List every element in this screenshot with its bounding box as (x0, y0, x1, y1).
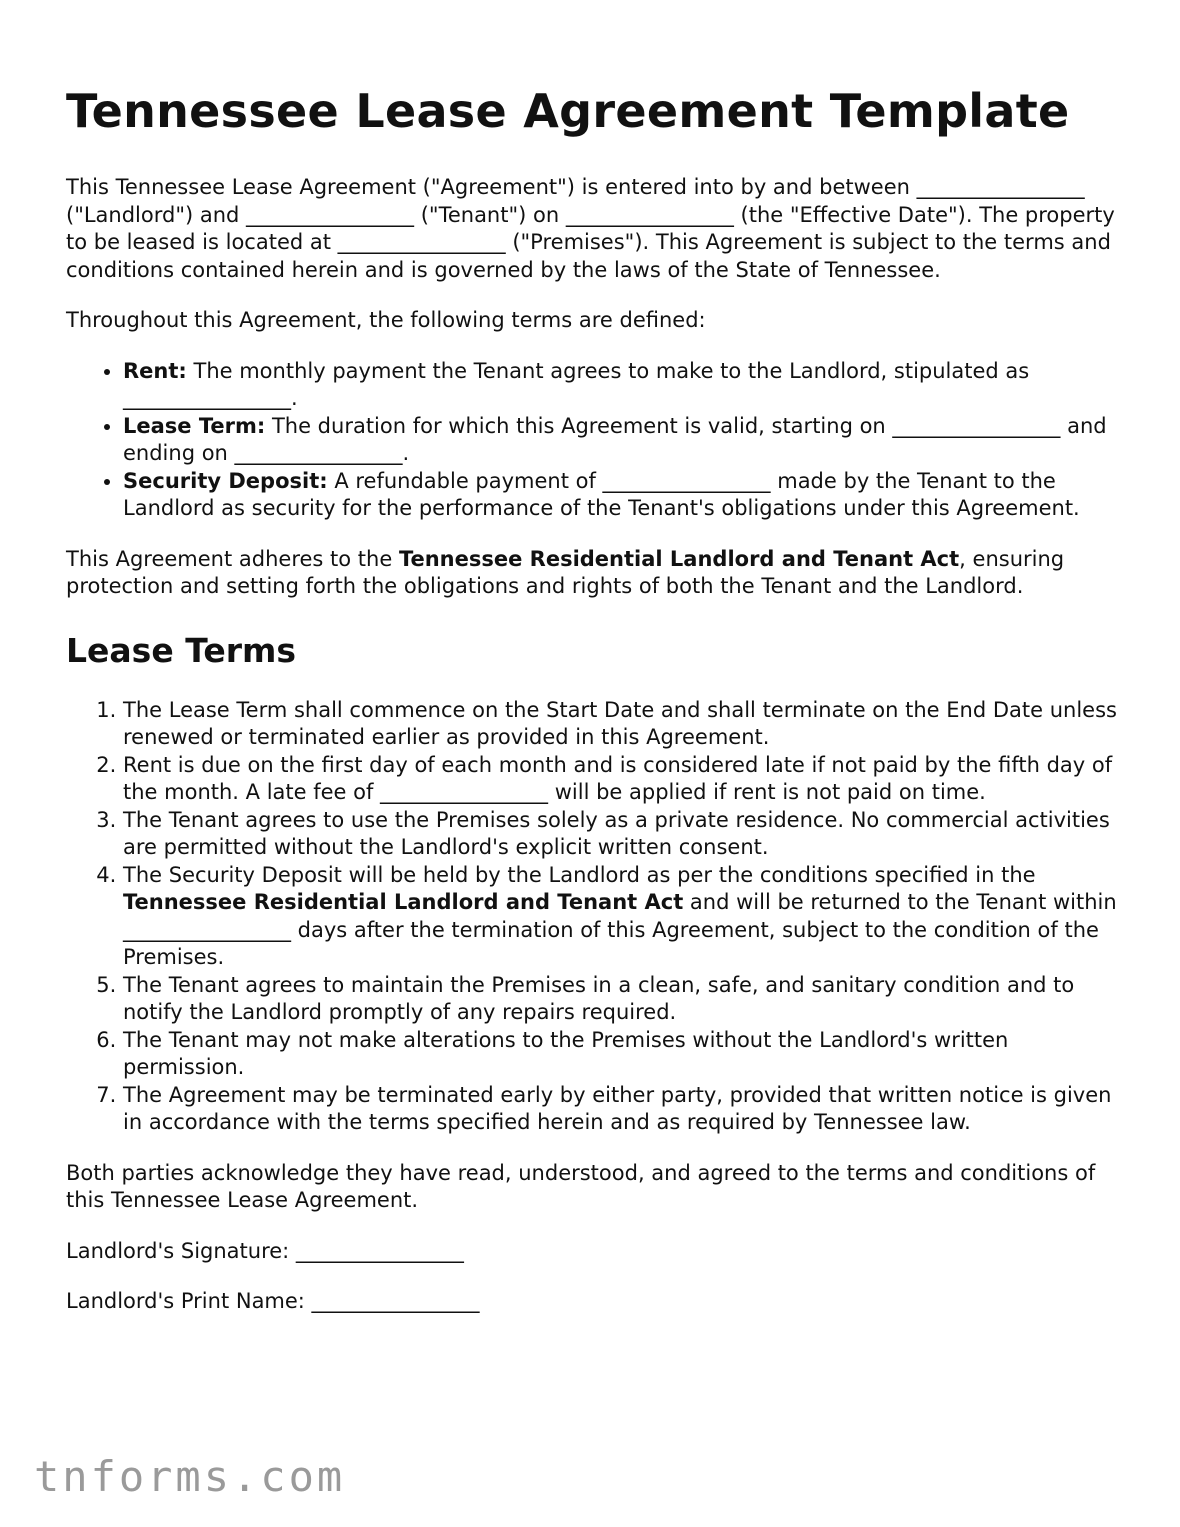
act-paragraph (66, 546, 1126, 601)
landlord-signature-line: Landlord's Signature: ________________ (66, 1238, 464, 1263)
act-text-before: This Agreement adheres to the (66, 546, 399, 571)
lease-term-item: 1. The Lease Term shall commence on the Start Date and shall terminate on the End Date unless renewed or terminated earlier as provided in this Agreement. (123, 697, 1126, 752)
act-text-after: , ensuring protection and setting forth the obligations and rights of both the Tenant and the Landlord. (66, 546, 1065, 598)
document-title: Tennessee Lease Agreement Template (66, 84, 1070, 138)
lease-term-item: 7. The Agreement may be terminated early by either party, provided that written notice is given in accordance with the terms specified herein and as required by Tennessee law. (123, 1082, 1126, 1137)
definition-security-deposit (123, 468, 1126, 523)
lease-term-item: 5. The Tenant agrees to maintain the Premises in a clean, safe, and sanitary condition and to notify the Landlord promptly of any repairs required. (123, 972, 1126, 1027)
definition-lease-term (123, 413, 1126, 468)
lease-terms-list (66, 697, 1126, 1137)
definition-text: A refundable payment of ________________ made by the Tenant to the Landlord as security for the performance of the Tenant's obligations under this Agreement. (123, 468, 1080, 520)
lease-term-item (123, 862, 1126, 972)
intro-paragraph: This Tennessee Lease Agreement ("Agreement") is entered into by and between ________________ ("Landlord") and ________________ ("Tenant") on ________________ (the "Effective Date"). The property to be leased is located at ________________ ("Premises"). This Agreement is subject to the terms and conditions contained herein and is governed by the laws of the State of Tennessee. (66, 175, 1115, 282)
lease-term-item: 2. Rent is due on the first day of each month and is considered late if not paid by the fifth day of the month. A late fee of ________________ will be applied if rent is not paid on time. (123, 752, 1126, 807)
lease-terms-heading: Lease Terms (66, 630, 297, 670)
lease-term-item: 6. The Tenant may not make alterations to the Premises without the Landlord's written permission. (123, 1027, 1126, 1082)
definitions-intro: Throughout this Agreement, the following terms are defined: (66, 308, 706, 332)
lease-term-text: and will be returned to the Tenant within ________________ days after the termination of this Agreement, subject to the condition of the Premises. (123, 890, 1117, 969)
definition-term: Security Deposit: (123, 468, 328, 493)
definition-text: The duration for which this Agreement is valid, starting on ________________ and ending on ________________. (123, 413, 1107, 465)
lease-term-item: 3. The Tenant agrees to use the Premises solely as a private residence. No commercial activities are permitted without the Landlord's explicit written consent. (123, 807, 1126, 862)
lease-term-text: The Security Deposit will be held by the Landlord as per the conditions specified in the (123, 862, 1036, 887)
site-watermark: tnforms.com (34, 1452, 346, 1501)
acknowledgement-paragraph: Both parties acknowledge they have read, understood, and agreed to the terms and conditions of this Tennessee Lease Agreement. (66, 1160, 1096, 1212)
act-name: Tennessee Residential Landlord and Tenant Act (123, 890, 684, 914)
landlord-print-name-line: Landlord's Print Name: ________________ (66, 1289, 480, 1313)
definition-term: Lease Term: (123, 413, 266, 438)
act-name: Tennessee Residential Landlord and Tenant Act (398, 546, 960, 571)
definition-rent (123, 358, 1126, 413)
definition-term: Rent: (123, 358, 187, 383)
definitions-list (66, 358, 1126, 523)
definition-text: The monthly payment the Tenant agrees to make to the Landlord, stipulated as ________________. (123, 358, 1030, 410)
document-page (66, 78, 1126, 1339)
